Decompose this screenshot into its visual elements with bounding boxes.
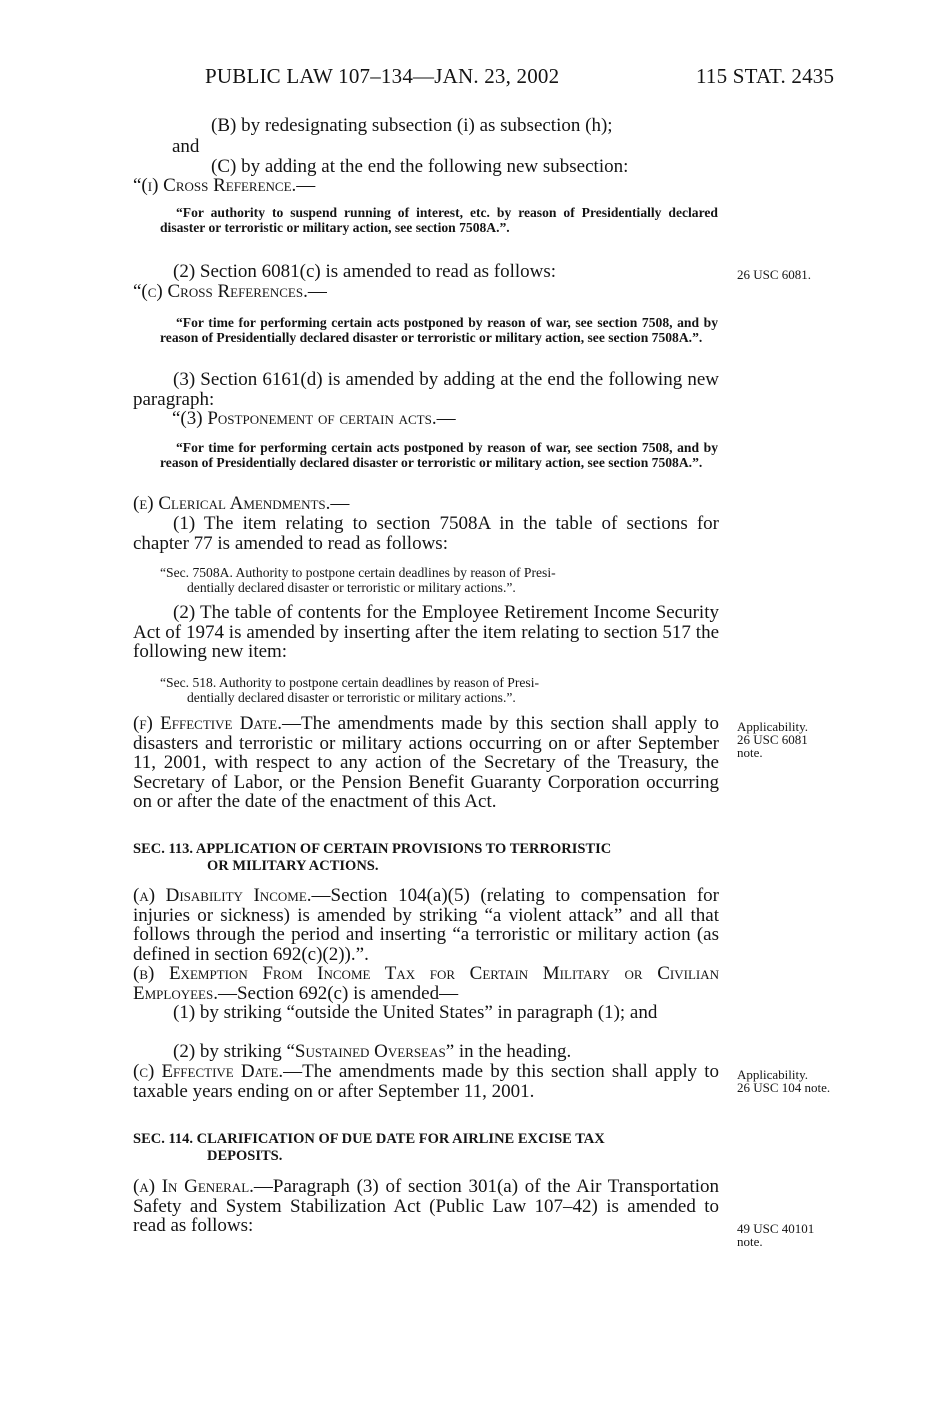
margin-note-49-usc-line2: note.	[737, 1234, 763, 1249]
quoted-cross-reference-3: “For time for performing certain acts postponed by reason of war, see section 7508, and by reason of Presidentially declared disaster or terroristic or military action, see section 7508A.”.	[160, 440, 718, 470]
table-item-518	[160, 676, 720, 705]
paragraph-b: (B) by redesignating subsection (i) as subsection (h);	[211, 115, 613, 136]
disability-income-text: —Section 104(a)(5) (relating to compensation for injuries or sickness) is amended by striking “a violent attack” and all that follows through the period and inserting “a terroristic or military action (as defined in section 692(c)(2)).”.	[133, 885, 719, 965]
and-text: and	[172, 136, 200, 157]
clerical-amendment-1: (1) The item relating to section 7508A in the table of sections for chapter 77 is amended to read as follows:	[133, 513, 719, 554]
cross-reference-i-heading: “(i) Cross Reference.—	[133, 175, 316, 196]
section-113-heading	[133, 841, 719, 875]
paragraph-2: (2) Section 6081(c) is amended to read as follows:	[173, 261, 557, 282]
clerical-amendments-heading: (e) Clerical Amendments.—	[133, 493, 350, 514]
table-item-518-line2: dentially declared disaster or terroristic or military actions.”.	[187, 689, 516, 705]
table-item-7508a-line1: “Sec. 7508A. Authority to postpone certain deadlines by reason of Presi-	[160, 565, 556, 580]
effective-date-f-label: (f) Effective Date.	[133, 713, 282, 734]
postponement-heading: “(3) Postponement of certain acts.—	[172, 408, 456, 429]
paragraph-c: (C) by adding at the end the following new subsection:	[211, 156, 629, 177]
exemption-b-text: —Section 692(c) is amended—	[217, 982, 459, 1004]
in-general-a	[133, 1177, 719, 1236]
exemption-b-2-pre: (2) by striking “	[173, 1041, 295, 1062]
running-head: PUBLIC LAW 107–134—JAN. 23, 2002	[205, 64, 560, 88]
section-113-heading-line1: SEC. 113. APPLICATION OF CERTAIN PROVISIONS TO TERRORISTIC	[133, 841, 612, 857]
exemption-b-1: (1) by striking “outside the United States” in paragraph (1); and	[173, 1002, 658, 1023]
section-113-heading-line2: OR MILITARY ACTIONS.	[207, 858, 379, 874]
table-item-7508a	[160, 566, 720, 595]
page-header	[0, 64, 940, 94]
table-item-518-line1: “Sec. 518. Authority to postpone certain deadlines by reason of Presi-	[160, 675, 540, 690]
cross-references-c-heading: “(c) Cross References.—	[133, 281, 327, 302]
section-114-heading	[133, 1131, 719, 1165]
statute-page-number: 115 STAT. 2435	[696, 64, 835, 88]
margin-note-26-usc-6081: 26 USC 6081.	[737, 267, 812, 282]
margin-note-applicability-2	[737, 1068, 830, 1094]
margin-note-applicability-2-line1: Applicability.	[737, 1067, 809, 1082]
disability-income-a	[133, 886, 719, 964]
margin-note-49-usc-40101	[737, 1222, 814, 1248]
effective-date-c-label: (c) Effective Date.	[133, 1061, 284, 1082]
table-item-7508a-line2: dentially declared disaster or terroristic or military actions.”.	[187, 579, 516, 595]
exemption-b-label: (b) Exemption From Income Tax for Certain Military or Civilian Employees.	[133, 963, 719, 1004]
quoted-cross-reference-1: “For authority to suspend running of interest, etc. by reason of Presidentially declared disaster or terroristic or military action, see section 7508A.”.	[160, 205, 718, 235]
exemption-b-2	[133, 1042, 719, 1062]
margin-note-applicability-1	[737, 720, 808, 759]
in-general-label: (a) In General.	[133, 1176, 254, 1197]
section-114-heading-line1: SEC. 114. CLARIFICATION OF DUE DATE FOR AIRLINE EXCISE TAX	[133, 1131, 605, 1147]
margin-note-applicability-2-line2: 26 USC 104 note.	[737, 1080, 831, 1095]
in-general-text: —Paragraph (3) of section 301(a) of the Air Transportation Safety and System Stabilization Act (Public Law 107–42) is amended to read as follows:	[133, 1176, 719, 1236]
disability-income-label: (a) Disability Income.	[133, 885, 312, 906]
margin-note-applicability-1-line1: Applicability.	[737, 719, 809, 734]
clerical-amendment-2: (2) The table of contents for the Employee Retirement Income Security Act of 1974 is amended by inserting after the item relating to section 517 the following new item:	[133, 602, 719, 662]
effective-date-f-text: —The amendments made by this section shall apply to disasters and terroristic or military actions occurring on or after September 11, 2001, with respect to any action of the Secretary of the Treasury, the Secretary of Labor, or the Pension Benefit Guaranty Corporation occurring on or after the date of the enactment of this Act.	[133, 713, 719, 812]
effective-date-f	[133, 714, 719, 812]
exemption-b	[133, 964, 719, 1003]
exemption-b-2-heading-text: Sustained Overseas	[294, 1041, 446, 1062]
paragraph-3: (3) Section 6161(d) is amended by adding at the end the following new paragraph:	[133, 369, 719, 410]
quoted-cross-reference-2: “For time for performing certain acts postponed by reason of war, see section 7508, and by reason of Presidentially declared disaster or terroristic or military action, see section 7508A.”.	[160, 315, 718, 345]
effective-date-c	[133, 1062, 719, 1101]
effective-date-c-text: —The amendments made by this section shall apply to taxable years ending on or after September 11, 2001.	[133, 1061, 720, 1102]
margin-note-applicability-1-line3: note.	[737, 745, 763, 760]
margin-note-49-usc-line1: 49 USC 40101	[737, 1221, 815, 1236]
section-114-heading-line2: DEPOSITS.	[207, 1148, 283, 1164]
exemption-b-2-post: ” in the heading.	[445, 1041, 572, 1062]
margin-note-applicability-1-line2: 26 USC 6081	[737, 732, 808, 747]
